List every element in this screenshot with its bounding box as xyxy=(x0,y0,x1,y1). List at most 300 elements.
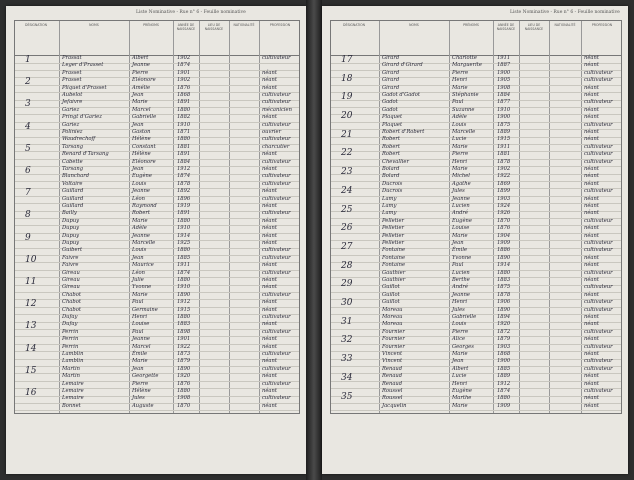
right-cell-first: Stéphanie xyxy=(452,92,479,98)
right-cell-year: 1885 xyxy=(497,365,511,372)
left-cell-name: Martin xyxy=(62,365,80,372)
left-cell-pro: cultivateur xyxy=(262,380,291,387)
right-cell-pro: cultivateur xyxy=(584,69,613,76)
right-cell-year: 1922 xyxy=(497,173,511,180)
right-household-number: 19 xyxy=(341,92,353,103)
right-cell-pro: néant xyxy=(584,106,599,113)
right-cell-name: Fontaine xyxy=(382,254,406,261)
left-cell-first: Jean xyxy=(132,365,144,372)
left-cell-year: 1881 xyxy=(177,143,191,150)
left-cell-year: 1914 xyxy=(177,232,191,239)
right-cell-first: Marie xyxy=(452,84,468,91)
right-cell-first: Henri xyxy=(452,299,468,306)
right-cell-first: Jeanne xyxy=(452,195,470,202)
right-cell-year: 1906 xyxy=(497,299,511,306)
right-cell-name: Roussel xyxy=(382,388,403,394)
right-cell-year: 1872 xyxy=(497,328,511,335)
left-cell-name: Gireau xyxy=(62,269,80,276)
right-cell-name: Pelletier xyxy=(382,240,405,246)
left-cell-name: Dufay xyxy=(62,321,78,328)
right-cell-year: 1911 xyxy=(497,55,511,61)
left-cell-first: Gaston xyxy=(132,129,151,135)
right-household-number: 33 xyxy=(341,354,353,365)
right-cell-year: 1890 xyxy=(497,306,511,313)
right-cell-year: 1869 xyxy=(497,180,511,187)
right-cell-year: 1874 xyxy=(497,388,511,394)
right-register-grid xyxy=(330,20,622,414)
left-cell-name: Perrin xyxy=(62,328,79,335)
right-header-profession: PROFESSION xyxy=(591,23,613,27)
right-cell-first: Henri xyxy=(452,158,468,165)
right-cell-first: Louise xyxy=(452,225,470,232)
right-cell-year: 1878 xyxy=(497,291,511,298)
right-cell-name: Girard d'Girard xyxy=(382,62,423,69)
right-table-row xyxy=(331,403,621,412)
right-cell-first: Gabrielle xyxy=(452,314,477,320)
left-cell-first: Eléonore xyxy=(132,158,156,165)
left-cell-name: Aubelot xyxy=(62,92,83,98)
right-cell-year: 1899 xyxy=(497,188,511,195)
left-cell-first: Pierre xyxy=(132,69,149,76)
left-cell-pro: cultivateur xyxy=(262,180,291,187)
right-cell-first: Lucie xyxy=(452,373,467,380)
left-cell-year: 1922 xyxy=(177,343,191,350)
right-cell-pro: néant xyxy=(584,277,599,283)
left-cell-first: Hélène xyxy=(132,388,151,394)
left-household-number: 4 xyxy=(25,121,31,132)
right-cell-first: Michel xyxy=(452,173,470,180)
left-cell-first: Henri xyxy=(132,314,148,320)
left-cell-name: Bailly xyxy=(62,210,77,217)
left-cell-year: 1902 xyxy=(177,55,191,61)
right-cell-pro: néant xyxy=(584,92,599,98)
left-cell-year: 1883 xyxy=(177,321,191,328)
right-cell-pro: cultivateur xyxy=(584,343,613,350)
left-cell-year: 1908 xyxy=(177,395,191,402)
left-cell-pro: charcutier xyxy=(262,143,290,150)
left-cell-pro: néant xyxy=(262,306,277,313)
left-cell-first: Germaine xyxy=(132,306,158,313)
right-page xyxy=(322,6,628,474)
left-cell-year: 1920 xyxy=(177,373,191,380)
right-cell-pro: cultivateur xyxy=(584,99,613,106)
left-cell-name: Tarsang xyxy=(62,166,84,172)
right-cell-name: Girard xyxy=(382,84,400,91)
left-header-year: ANNÉE DE NAISSANCE xyxy=(176,23,196,31)
left-cell-pro: néant xyxy=(262,188,277,195)
right-cell-first: André xyxy=(452,210,468,217)
right-cell-first: Jules xyxy=(452,306,465,313)
right-cell-year: 1880 xyxy=(497,395,511,402)
left-cell-pro: néant xyxy=(262,277,277,283)
left-cell-first: Marcelle xyxy=(132,240,156,246)
left-cell-year: 1896 xyxy=(177,195,191,202)
right-cell-first: Charlotte xyxy=(452,55,477,61)
left-cell-name: Dupuy xyxy=(62,232,80,239)
left-cell-name: Chabot xyxy=(62,291,81,298)
right-cell-name: Vincent xyxy=(382,351,403,357)
right-cell-first: Paul xyxy=(452,262,464,269)
left-cell-year: 1876 xyxy=(177,380,191,387)
left-cell-pro: cultivateur xyxy=(262,314,291,320)
right-cell-year: 1909 xyxy=(497,402,511,409)
right-cell-name: Robert xyxy=(382,143,400,150)
left-cell-pro: cultivateur xyxy=(262,195,291,202)
right-cell-first: Marie xyxy=(452,232,468,239)
left-entries xyxy=(15,55,299,413)
right-cell-first: Marie xyxy=(452,143,468,150)
left-cell-year: 1890 xyxy=(177,291,191,298)
right-cell-year: 1883 xyxy=(497,277,511,283)
left-cell-first: Jean xyxy=(132,254,144,261)
right-household-number: 29 xyxy=(341,279,353,290)
right-cell-name: Guillot xyxy=(382,299,400,306)
left-household-number: 16 xyxy=(25,388,37,398)
right-cell-year: 1881 xyxy=(497,151,511,158)
left-cell-year: 1880 xyxy=(177,136,191,143)
left-header-nationality: NATIONALITÉ xyxy=(233,23,255,27)
right-cell-pro: néant xyxy=(584,136,599,143)
right-cell-year: 1878 xyxy=(497,158,511,165)
left-household-number: 9 xyxy=(25,232,31,243)
right-cell-name: Fontaine xyxy=(382,262,406,269)
right-cell-pro: cultivateur xyxy=(584,143,613,150)
right-cell-name: Moreau xyxy=(382,314,403,320)
left-cell-year: 1891 xyxy=(177,151,191,158)
left-cell-year: 1911 xyxy=(177,262,191,269)
right-cell-name: Vincent xyxy=(382,358,403,365)
left-cell-pro: néant xyxy=(262,336,277,343)
left-cell-first: Louise xyxy=(132,321,150,328)
right-cell-year: 1909 xyxy=(497,240,511,246)
right-cell-year: 1920 xyxy=(497,321,511,328)
left-cell-year: 1912 xyxy=(177,166,191,172)
right-cell-name: Robert d'Robert xyxy=(382,129,425,135)
left-cell-first: Pierre xyxy=(132,380,149,387)
right-cell-first: Pierre xyxy=(452,151,469,158)
right-cell-year: 1875 xyxy=(497,121,511,128)
left-cell-year: 1879 xyxy=(177,358,191,365)
right-cell-year: 1904 xyxy=(497,232,511,239)
left-cell-pro: cultivateur xyxy=(262,92,291,98)
left-cell-pro: néant xyxy=(262,225,277,232)
right-cell-first: Paul xyxy=(452,99,464,106)
right-cell-year: 1910 xyxy=(497,106,511,113)
left-cell-first: Jean xyxy=(132,166,144,172)
left-cell-name: Gireau xyxy=(62,284,80,291)
left-cell-name: Tarsang xyxy=(62,143,84,150)
left-cell-name: Lemaire xyxy=(62,388,84,394)
right-cell-year: 1879 xyxy=(497,336,511,343)
left-household-number: 15 xyxy=(25,365,37,376)
left-cell-pro: cultivateur xyxy=(262,173,291,180)
right-cell-pro: néant xyxy=(584,180,599,187)
left-header-names: NOMS xyxy=(89,23,99,27)
left-cell-pro: néant xyxy=(262,388,277,394)
left-cell-pro: cultivateur xyxy=(262,365,291,372)
right-cell-first: Pierre xyxy=(452,69,469,76)
right-cell-first: Marcelle xyxy=(452,129,476,135)
right-cell-first: Lucien xyxy=(452,203,470,209)
left-cell-pro: néant xyxy=(262,151,277,158)
right-cell-year: 1894 xyxy=(497,314,511,320)
right-cell-name: Renaud xyxy=(382,365,403,372)
right-cell-pro: néant xyxy=(584,84,599,91)
left-cell-first: Marcel xyxy=(132,106,151,113)
book-gutter xyxy=(306,0,322,480)
right-cell-pro: néant xyxy=(584,129,599,135)
left-cell-first: Léon xyxy=(132,269,145,276)
right-cell-pro: néant xyxy=(584,254,599,261)
right-household-number: 25 xyxy=(341,204,353,215)
right-cell-name: Robert xyxy=(382,136,400,143)
left-cell-pro: cultivateur xyxy=(262,291,291,298)
right-cell-name: Robert xyxy=(382,151,400,158)
right-cell-pro: néant xyxy=(584,373,599,380)
right-cell-year: 1868 xyxy=(497,351,511,357)
left-cell-first: Marcel xyxy=(132,343,151,350)
left-cell-year: 1880 xyxy=(177,217,191,224)
right-running-head: Liste Nominative - Rue n° 6 - Feuille nominative xyxy=(510,10,620,15)
right-cell-pro: néant xyxy=(584,225,599,232)
right-header-nationality: NATIONALITÉ xyxy=(554,23,576,27)
left-cell-year: 1892 xyxy=(177,188,191,195)
left-household-number: 3 xyxy=(25,99,31,110)
left-cell-year: 1870 xyxy=(177,402,191,409)
right-cell-pro: cultivateur xyxy=(584,358,613,365)
left-household-number: 14 xyxy=(25,343,37,354)
left-cell-first: Adèle xyxy=(132,225,147,232)
right-cell-name: Fournier xyxy=(382,336,405,343)
left-household-number: 12 xyxy=(25,299,37,310)
left-cell-year: 1885 xyxy=(177,254,191,261)
left-cell-pro: cultivateur xyxy=(262,136,291,143)
left-cell-year: 1910 xyxy=(177,284,191,291)
right-cell-pro: néant xyxy=(584,314,599,320)
left-household-number: 5 xyxy=(25,143,31,154)
right-cell-year: 1912 xyxy=(497,380,511,387)
left-cell-pro: cultivateur xyxy=(262,121,291,128)
left-cell-first: Émile xyxy=(132,351,148,357)
right-cell-year: 1884 xyxy=(497,92,511,98)
right-cell-pro: cultivateur xyxy=(584,247,613,254)
right-cell-first: Pierre xyxy=(452,328,469,335)
left-cell-name: Chabot xyxy=(62,306,81,313)
right-cell-year: 1880 xyxy=(497,269,511,276)
left-cell-name: Lemaire xyxy=(62,395,84,402)
right-cell-first: Marie xyxy=(452,402,468,409)
left-household-number: 7 xyxy=(25,188,31,199)
left-cell-year: 1876 xyxy=(177,84,191,91)
left-cell-name: Guillard xyxy=(62,195,84,202)
right-household-number: 34 xyxy=(341,372,353,383)
right-cell-first: Henri xyxy=(452,380,468,387)
right-household-number: 21 xyxy=(341,129,353,140)
left-cell-name: Prasset xyxy=(62,77,82,84)
right-household-number: 24 xyxy=(341,185,353,196)
right-cell-name: Gadot d'Gadot xyxy=(382,92,420,98)
left-cell-pro: mécanicien xyxy=(262,106,292,113)
left-cell-name: Lamblin xyxy=(62,358,84,365)
left-cell-year: 1884 xyxy=(177,158,191,165)
right-household-number: 35 xyxy=(341,391,353,402)
left-cell-name: Guillard xyxy=(62,203,84,209)
right-cell-first: Agathe xyxy=(452,180,471,187)
left-cell-year: 1882 xyxy=(177,114,191,121)
left-cell-year: 1880 xyxy=(177,388,191,394)
right-entries xyxy=(331,55,621,413)
right-cell-name: Girard xyxy=(382,69,400,76)
right-cell-year: 1900 xyxy=(497,114,511,121)
right-cell-year: 1905 xyxy=(497,77,511,84)
right-cell-year: 1908 xyxy=(497,84,511,91)
right-cell-name: Ducrois xyxy=(382,188,403,195)
left-cell-first: Eugène xyxy=(132,173,152,180)
left-cell-name: Dupuy xyxy=(62,240,80,246)
right-cell-year: 1889 xyxy=(497,373,511,380)
left-cell-first: Marie xyxy=(132,99,148,106)
left-cell-name: Guillard xyxy=(62,188,84,195)
right-cell-pro: cultivateur xyxy=(584,299,613,306)
right-cell-pro: néant xyxy=(584,291,599,298)
left-cell-year: 1880 xyxy=(177,277,191,283)
right-cell-pro: néant xyxy=(584,336,599,343)
right-cell-name: Ducrois xyxy=(382,180,403,187)
left-cell-name: Bonnet xyxy=(62,402,81,409)
right-cell-name: Bolard xyxy=(382,173,400,180)
left-cell-pro: cultivateur xyxy=(262,55,291,61)
left-cell-pro: néant xyxy=(262,77,277,84)
left-cell-first: Léon xyxy=(132,195,145,202)
left-running-head: Liste Nominative - Rue n° 6 - Feuille nominative xyxy=(136,10,246,15)
right-household-number: 30 xyxy=(341,298,353,309)
right-cell-first: Adèle xyxy=(452,114,467,121)
right-cell-first: Lucie xyxy=(452,136,467,143)
left-cell-name: Prasset xyxy=(62,69,82,76)
left-cell-year: 1915 xyxy=(177,306,191,313)
left-cell-name: Martin xyxy=(62,373,80,380)
left-cell-first: Marie xyxy=(132,291,148,298)
right-cell-name: Renaud xyxy=(382,373,403,380)
right-cell-name: Chevallier xyxy=(382,158,409,165)
left-household-number: 1 xyxy=(25,55,31,65)
right-cell-name: Moreau xyxy=(382,306,403,313)
right-household-number: 27 xyxy=(341,241,353,252)
left-cell-pro: néant xyxy=(262,299,277,306)
right-cell-year: 1902 xyxy=(497,166,511,172)
right-household-number: 26 xyxy=(341,223,353,234)
left-cell-name: Lemaire xyxy=(62,380,84,387)
right-cell-pro: néant xyxy=(584,203,599,209)
right-cell-year: 1903 xyxy=(497,343,511,350)
left-cell-pro: ouvrier xyxy=(262,129,282,135)
right-household-number: 18 xyxy=(341,73,353,84)
right-cell-name: Lamy xyxy=(382,203,397,209)
right-cell-pro: néant xyxy=(584,232,599,239)
left-cell-year: 1910 xyxy=(177,121,191,128)
left-cell-year: 1878 xyxy=(177,180,191,187)
left-cell-name: Renard d'Tarsang xyxy=(62,151,109,158)
right-cell-first: Yvonne xyxy=(452,254,472,261)
left-cell-name: Prassat xyxy=(62,55,82,61)
left-cell-first: Jeanne xyxy=(132,188,150,195)
right-cell-name: Gauthier xyxy=(382,277,406,283)
left-page xyxy=(6,6,306,474)
left-cell-year: 1871 xyxy=(177,129,191,135)
left-cell-pro: néant xyxy=(262,166,277,172)
left-cell-year: 1901 xyxy=(177,69,191,76)
right-cell-year: 1870 xyxy=(497,217,511,224)
right-household-number: 22 xyxy=(341,148,353,159)
left-cell-first: Maurice xyxy=(132,262,154,269)
right-cell-first: Louis xyxy=(452,121,467,128)
right-cell-pro: cultivateur xyxy=(584,151,613,158)
right-cell-name: Gauthier xyxy=(382,269,406,276)
right-cell-name: Jacquelin xyxy=(382,402,407,409)
right-header-names: NOMS xyxy=(409,23,419,27)
left-cell-first: Jeanne xyxy=(132,62,150,69)
left-cell-pro: cultivateur xyxy=(262,351,291,357)
right-cell-name: Lamy xyxy=(382,195,397,202)
right-cell-pro: cultivateur xyxy=(584,217,613,224)
left-cell-year: 1925 xyxy=(177,240,191,246)
left-cell-pro: néant xyxy=(262,343,277,350)
right-cell-first: Marthe xyxy=(452,395,472,402)
left-cell-first: Jeanne xyxy=(132,336,150,343)
right-cell-name: Plaquet xyxy=(382,121,403,128)
right-cell-name: Guillot xyxy=(382,284,400,291)
left-cell-first: Amélie xyxy=(132,84,151,91)
left-cell-pro: néant xyxy=(262,217,277,224)
left-cell-pro: néant xyxy=(262,358,277,365)
left-cell-name: Dufay xyxy=(62,314,78,320)
left-cell-pro: néant xyxy=(262,402,277,409)
left-cell-pro: néant xyxy=(262,321,277,328)
left-cell-pro: cultivateur xyxy=(262,158,291,165)
left-cell-name: Guibert xyxy=(62,247,83,254)
right-header-firstnames: PRÉNOMS xyxy=(463,23,479,27)
left-cell-pro: cultivateur xyxy=(262,254,291,261)
left-cell-first: Jean xyxy=(132,121,144,128)
left-cell-first: Hélène xyxy=(132,151,151,158)
right-header-row xyxy=(331,21,621,56)
left-cell-first: Marie xyxy=(132,217,148,224)
left-household-number: 6 xyxy=(25,166,31,176)
right-cell-first: André xyxy=(452,284,468,291)
right-cell-name: Lamy xyxy=(382,210,397,217)
right-cell-pro: néant xyxy=(584,380,599,387)
left-cell-name: Perrin xyxy=(62,336,79,343)
right-cell-name: Renaud xyxy=(382,380,403,387)
right-household-number: 28 xyxy=(341,260,353,271)
left-cell-year: 1874 xyxy=(177,173,191,180)
left-cell-year: 1880 xyxy=(177,106,191,113)
left-cell-year: 1874 xyxy=(177,62,191,69)
right-household-number: 17 xyxy=(341,55,353,65)
right-cell-year: 1900 xyxy=(497,69,511,76)
right-cell-pro: néant xyxy=(584,321,599,328)
right-cell-first: Marie xyxy=(452,351,468,357)
right-cell-pro: néant xyxy=(584,402,599,409)
left-cell-name: Pliquet d'Prasset xyxy=(62,84,107,91)
right-household-number: 31 xyxy=(341,316,353,327)
left-cell-first: Raymond xyxy=(132,203,157,209)
right-cell-pro: cultivateur xyxy=(584,121,613,128)
right-cell-first: Marguerite xyxy=(452,62,482,69)
left-cell-name: Gariez xyxy=(62,106,80,113)
left-cell-name: Jefaivre xyxy=(62,99,83,106)
right-cell-year: 1887 xyxy=(497,62,511,69)
